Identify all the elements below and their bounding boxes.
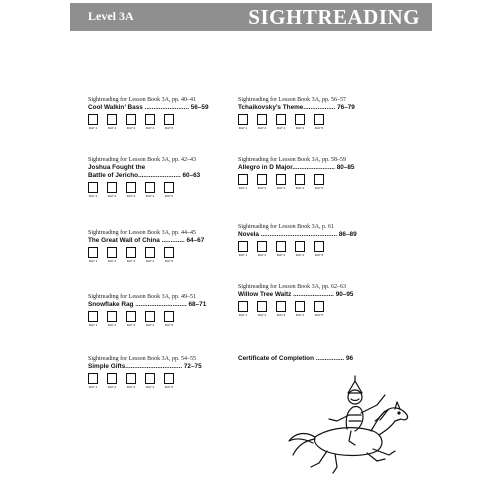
day-checkbox[interactable]	[164, 373, 174, 384]
day-checkbox-row	[238, 241, 388, 257]
day-checkbox[interactable]	[126, 247, 136, 258]
day-check	[314, 114, 324, 130]
piece-title-line: Tchaikovsky’s Theme.................. 76–79	[238, 104, 355, 111]
piece-title-line: Willow Tree Waltz ....................... 90–95	[238, 291, 354, 298]
day-label: DAY 2	[257, 253, 267, 257]
day-checkbox[interactable]	[88, 247, 98, 258]
day-checkbox-row	[88, 114, 238, 130]
piece-title-line: The Great Wall of China ............. 64–67	[88, 237, 205, 244]
day-check	[257, 301, 267, 317]
sightreading-entry	[88, 356, 238, 389]
piece-title-line: Novela ........................................... 86–89	[238, 231, 357, 238]
day-check	[164, 247, 174, 263]
day-label: DAY 4	[295, 313, 305, 317]
day-check	[238, 174, 248, 190]
day-check	[145, 311, 155, 327]
knight-on-horse-illustration	[285, 375, 420, 480]
day-checkbox-row	[88, 182, 238, 198]
day-check	[276, 114, 286, 130]
day-check	[107, 114, 117, 130]
day-label: DAY 4	[145, 259, 155, 263]
day-checkbox[interactable]	[238, 241, 248, 252]
lesson-book-reference: Sightreading for Lesson Book 3A, pp. 49–51	[88, 294, 196, 300]
day-checkbox-row	[88, 373, 238, 389]
day-label: DAY 5	[314, 313, 324, 317]
day-checkbox[interactable]	[145, 373, 155, 384]
day-checkbox-row	[238, 114, 388, 130]
day-checkbox[interactable]	[88, 373, 98, 384]
day-check	[145, 247, 155, 263]
day-label: DAY 1	[88, 259, 98, 263]
certificate-entry: Certificate of Completion ................ 96	[238, 355, 354, 362]
day-check	[126, 182, 136, 198]
day-checkbox[interactable]	[107, 311, 117, 322]
day-label: DAY 2	[107, 385, 117, 389]
day-checkbox[interactable]	[145, 311, 155, 322]
day-label: DAY 2	[107, 194, 117, 198]
day-label: DAY 4	[145, 126, 155, 130]
day-check	[257, 241, 267, 257]
day-checkbox[interactable]	[314, 241, 324, 252]
day-label: DAY 4	[145, 323, 155, 327]
day-checkbox[interactable]	[88, 114, 98, 125]
piece-title-line: Simple Gifts................................ 72–75	[88, 363, 202, 370]
day-label: DAY 3	[126, 385, 136, 389]
day-checkbox[interactable]	[295, 241, 305, 252]
day-checkbox[interactable]	[164, 247, 174, 258]
day-label: DAY 1	[238, 253, 248, 257]
sightreading-entry	[238, 157, 388, 190]
day-label: DAY 5	[164, 323, 174, 327]
day-check	[145, 373, 155, 389]
day-checkbox[interactable]	[295, 174, 305, 185]
sightreading-entry	[238, 284, 388, 317]
lesson-book-reference: Sightreading for Lesson Book 3A, pp. 58–59	[238, 157, 346, 163]
level-label: Level 3A	[88, 9, 134, 23]
day-label: DAY 1	[88, 126, 98, 130]
day-checkbox[interactable]	[314, 114, 324, 125]
day-check	[126, 247, 136, 263]
day-check	[88, 247, 98, 263]
sightreading-entry	[88, 230, 238, 263]
day-checkbox[interactable]	[88, 182, 98, 193]
day-checkbox[interactable]	[257, 114, 267, 125]
day-check	[257, 174, 267, 190]
day-check	[238, 301, 248, 317]
day-checkbox[interactable]	[276, 174, 286, 185]
day-checkbox[interactable]	[145, 182, 155, 193]
day-check	[164, 373, 174, 389]
day-label: DAY 1	[88, 385, 98, 389]
day-check	[145, 182, 155, 198]
day-checkbox[interactable]	[164, 182, 174, 193]
day-checkbox-row	[238, 174, 388, 190]
piece-title-line: Joshua Fought the	[88, 164, 146, 171]
day-checkbox-row	[88, 311, 238, 327]
day-checkbox[interactable]	[145, 114, 155, 125]
day-label: DAY 4	[295, 126, 305, 130]
day-check	[314, 301, 324, 317]
section-title: SIGHTREADING	[248, 5, 420, 29]
day-checkbox[interactable]	[126, 311, 136, 322]
day-checkbox[interactable]	[257, 241, 267, 252]
sightreading-entry	[88, 294, 238, 327]
day-check	[164, 311, 174, 327]
day-check	[107, 182, 117, 198]
day-label: DAY 2	[107, 259, 117, 263]
day-checkbox[interactable]	[164, 114, 174, 125]
day-checkbox[interactable]	[257, 174, 267, 185]
day-check	[295, 301, 305, 317]
day-label: DAY 3	[276, 313, 286, 317]
day-label: DAY 3	[276, 126, 286, 130]
day-check	[238, 241, 248, 257]
piece-title-line: Battle of Jericho........................ 60–63	[88, 172, 201, 179]
day-checkbox[interactable]	[295, 301, 305, 312]
sightreading-entry	[238, 97, 388, 130]
day-check	[145, 114, 155, 130]
day-checkbox-row	[238, 301, 388, 317]
piece-title-line: Allegro in D Major........................ 80–85	[238, 164, 355, 171]
day-check	[126, 311, 136, 327]
day-check	[276, 174, 286, 190]
day-check	[295, 241, 305, 257]
day-checkbox[interactable]	[276, 114, 286, 125]
lesson-book-reference: Sightreading for Lesson Book 3A, pp. 40–41	[88, 97, 196, 103]
day-checkbox[interactable]	[314, 174, 324, 185]
day-label: DAY 1	[238, 186, 248, 190]
day-label: DAY 5	[164, 259, 174, 263]
day-label: DAY 3	[126, 323, 136, 327]
day-label: DAY 3	[126, 259, 136, 263]
lesson-book-reference: Sightreading for Lesson Book 3A, pp. 44–45	[88, 230, 196, 236]
day-check	[276, 241, 286, 257]
day-checkbox[interactable]	[257, 301, 267, 312]
day-label: DAY 2	[257, 126, 267, 130]
day-label: DAY 5	[314, 186, 324, 190]
day-label: DAY 3	[276, 186, 286, 190]
lesson-book-reference: Sightreading for Lesson Book 3A, pp. 56–57	[238, 97, 346, 103]
day-label: DAY 2	[257, 313, 267, 317]
day-label: DAY 3	[126, 126, 136, 130]
lesson-book-reference: Sightreading for Lesson Book 3A, pp. 42–43	[88, 157, 196, 163]
day-label: DAY 1	[88, 323, 98, 327]
day-check	[107, 311, 117, 327]
day-check	[126, 373, 136, 389]
day-checkbox[interactable]	[107, 373, 117, 384]
day-checkbox[interactable]	[164, 311, 174, 322]
day-checkbox[interactable]	[314, 301, 324, 312]
day-label: DAY 4	[295, 186, 305, 190]
day-label: DAY 5	[314, 253, 324, 257]
day-label: DAY 4	[295, 253, 305, 257]
day-checkbox[interactable]	[145, 247, 155, 258]
day-check	[88, 114, 98, 130]
day-checkbox[interactable]	[238, 114, 248, 125]
day-label: DAY 4	[145, 385, 155, 389]
day-checkbox[interactable]	[238, 174, 248, 185]
day-check	[164, 114, 174, 130]
day-check	[107, 373, 117, 389]
day-check	[88, 182, 98, 198]
day-checkbox[interactable]	[276, 301, 286, 312]
day-check	[88, 311, 98, 327]
day-checkbox[interactable]	[126, 373, 136, 384]
day-checkbox[interactable]	[126, 182, 136, 193]
day-checkbox[interactable]	[107, 182, 117, 193]
lesson-book-reference: Sightreading for Lesson Book 3A, pp. 54–55	[88, 356, 196, 362]
day-check	[295, 114, 305, 130]
day-check	[314, 241, 324, 257]
day-label: DAY 5	[314, 126, 324, 130]
piece-title-line: Snowflake Rag ............................. 68–71	[88, 301, 207, 308]
day-label: DAY 3	[126, 194, 136, 198]
day-check	[314, 174, 324, 190]
day-check	[276, 301, 286, 317]
day-label: DAY 5	[164, 385, 174, 389]
day-check	[238, 114, 248, 130]
day-checkbox[interactable]	[107, 114, 117, 125]
lesson-book-reference: Sightreading for Lesson Book 3A, p. 61	[238, 224, 334, 230]
day-label: DAY 2	[257, 186, 267, 190]
sightreading-entry	[238, 224, 388, 257]
page-header	[70, 3, 432, 31]
day-check	[126, 114, 136, 130]
day-checkbox[interactable]	[276, 241, 286, 252]
day-check	[88, 373, 98, 389]
day-checkbox[interactable]	[88, 311, 98, 322]
day-label: DAY 3	[276, 253, 286, 257]
day-label: DAY 5	[164, 194, 174, 198]
day-label: DAY 4	[145, 194, 155, 198]
day-label: DAY 1	[238, 126, 248, 130]
day-check	[295, 174, 305, 190]
sightreading-entry	[88, 97, 238, 130]
day-checkbox[interactable]	[295, 114, 305, 125]
day-check	[107, 247, 117, 263]
day-label: DAY 5	[164, 126, 174, 130]
day-checkbox[interactable]	[238, 301, 248, 312]
day-label: DAY 1	[88, 194, 98, 198]
day-checkbox-row	[88, 247, 238, 263]
day-check	[257, 114, 267, 130]
day-check	[164, 182, 174, 198]
day-label: DAY 2	[107, 323, 117, 327]
day-checkbox[interactable]	[126, 114, 136, 125]
day-checkbox[interactable]	[107, 247, 117, 258]
piece-title-line: Cool Walkin’ Bass ......................... 56–59	[88, 104, 209, 111]
day-label: DAY 1	[238, 313, 248, 317]
lesson-book-reference: Sightreading for Lesson Book 3A, pp. 62–63	[238, 284, 346, 290]
day-label: DAY 2	[107, 126, 117, 130]
sightreading-entry	[88, 157, 238, 198]
